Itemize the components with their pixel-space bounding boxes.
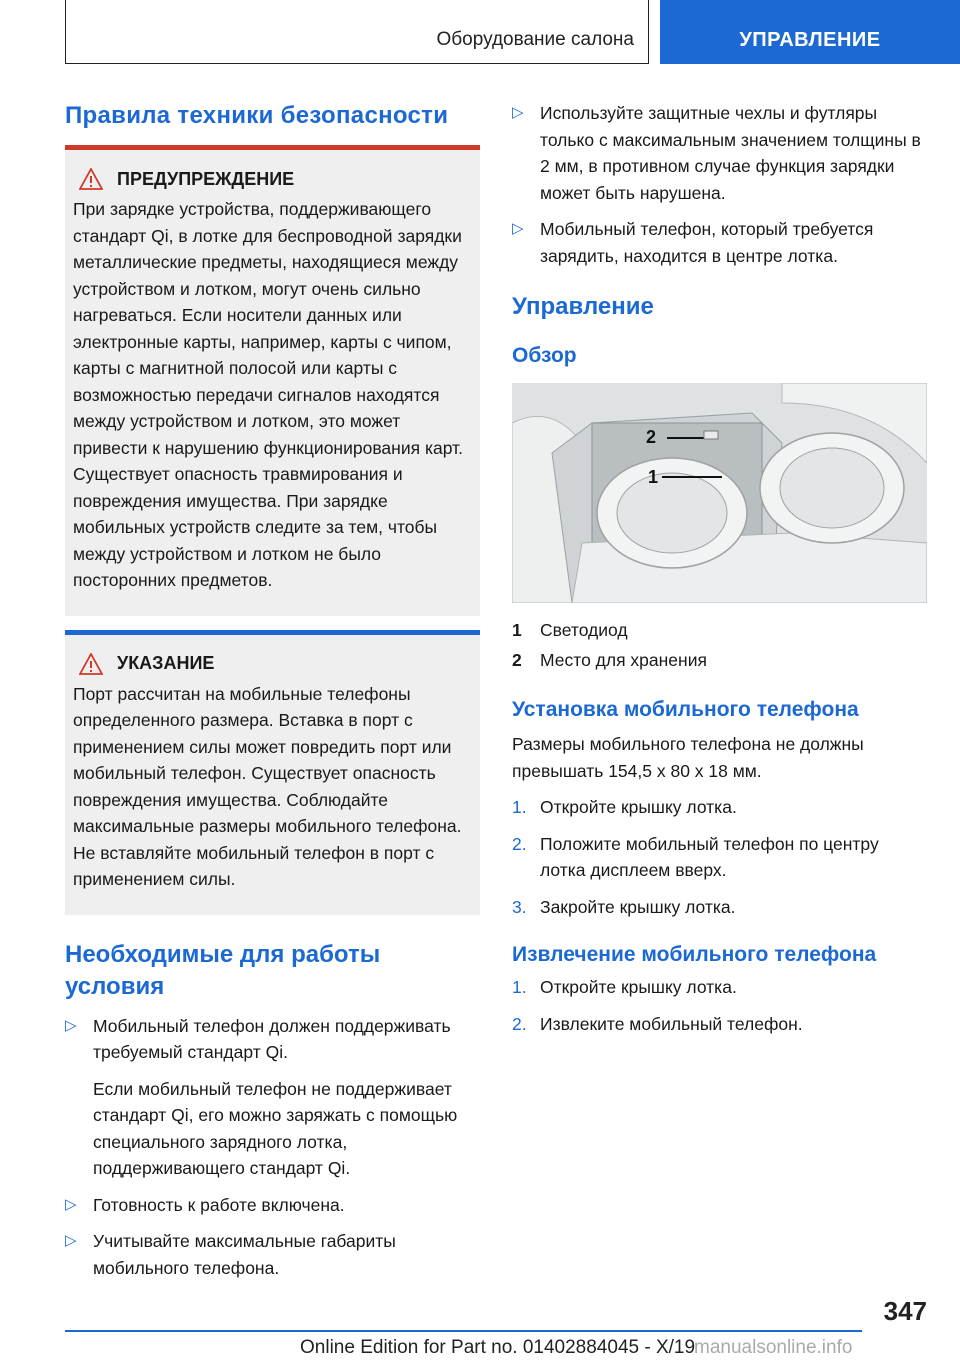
step-number: 2. — [512, 833, 527, 854]
step-number: 3. — [512, 896, 527, 917]
legend-text: Место для хранения — [540, 650, 707, 670]
footer-edition: Online Edition for Part no. 01402884045 - X/19 — [300, 1337, 696, 1358]
note-label: УКАЗАНИЕ — [117, 653, 215, 673]
note-box — [65, 635, 480, 915]
list-item — [512, 1011, 927, 1038]
list-item — [65, 1013, 480, 1066]
list-item-text: Готовность к работе включена. — [93, 1194, 345, 1215]
legend-text: Светодиод — [540, 620, 628, 640]
note-text: Порт рассчитан на мобильные телефоны определенного размера. Вставка в порт с применением силы может повредить порт или мобильный телефон. Существует опасность повреждения имущества. Соблюдайте максимальные размеры мобильного телефона. Не вставляйте мобильный телефон в порт с применением силы. — [73, 683, 462, 889]
list-item — [65, 1228, 480, 1281]
right-column — [512, 100, 927, 1037]
note-title — [73, 653, 466, 675]
step-text: Откройте крышку лотка. — [540, 797, 737, 817]
triangle-bullet-icon: ▷ — [512, 104, 524, 121]
footer-rule — [65, 1330, 862, 1332]
list-item-text: Используйте защитные чехлы и футляры только с максимальным значением толщины в 2 мм, в противном случае функция зарядки может быть нарушена. — [540, 103, 921, 203]
footer-watermark: manualsonline.info — [694, 1337, 853, 1358]
step-number: 2. — [512, 1013, 527, 1034]
list-item-text: Учитывайте максимальные габариты мобильного телефона. — [93, 1231, 396, 1278]
page-number: 347 — [883, 1296, 927, 1326]
legend-number: 2 — [512, 650, 522, 670]
callout-2: 2 — [646, 427, 657, 447]
install-heading: Установка мобильного телефона — [512, 698, 859, 721]
triangle-bullet-icon: ▷ — [65, 1016, 77, 1034]
list-item — [512, 831, 927, 884]
list-item — [65, 1192, 480, 1219]
triangle-bullet-icon: ▷ — [512, 220, 524, 237]
overview-heading: Обзор — [512, 344, 577, 367]
legend-item — [512, 645, 927, 675]
header-section-title — [65, 0, 649, 64]
warning-label: ПРЕДУПРЕЖДЕНИЕ — [117, 168, 295, 189]
list-item — [512, 216, 927, 269]
triangle-bullet-icon: ▷ — [65, 1195, 77, 1213]
header-chapter-tab[interactable] — [660, 0, 960, 64]
conditions-heading: Необходимые для работы условия — [65, 940, 381, 1000]
left-column — [65, 100, 480, 1281]
warning-text: При зарядке устройства, поддерживающего стандарт Qi, в лотке для беспроводной зарядки металлические предметы, находящиеся между устройством и лотком, могут очень сильно нагреваться. Если носители данных или электронные карты, например, карты с чипом, карты с магнитной полосой или карты с возможностью передачи сигналов находятся между устройством и лотком, это может привести к нарушению функционирования карт. Существует опасность травмирования и повреждения имущества. При зарядке мобильных устройств следите за тем, чтобы между устройством и лотком не было посторонних предметов. — [73, 199, 463, 590]
callout-1: 1 — [648, 467, 659, 487]
control-heading: Управление — [512, 293, 654, 320]
legend-number: 1 — [512, 620, 522, 640]
install-text: Размеры мобильного телефона не должны превышать 154,5 x 80 x 18 мм. — [512, 734, 864, 781]
step-text: Извлеките мобильный телефон. — [540, 1013, 803, 1034]
list-item — [512, 794, 927, 821]
warning-box — [65, 150, 480, 616]
conditions-subparagraph: Если мобильный телефон не поддерживает стандарт Qi, его можно заряжать с помощью специального зарядного лотка, поддерживающего стандарт Qi. — [93, 1078, 458, 1178]
triangle-bullet-icon: ▷ — [65, 1232, 77, 1249]
warning-triangle-icon — [79, 168, 103, 190]
chapter-title: УПРАВЛЕНИЕ — [739, 29, 881, 51]
list-item — [512, 100, 927, 206]
list-item-text: Мобильный телефон, который требуется зарядить, находится в центре лотка. — [540, 219, 874, 266]
section-title: Оборудование салона — [436, 29, 634, 50]
list-item — [512, 974, 927, 1001]
legend-item — [512, 615, 927, 645]
step-text: Закройте крышку лотка. — [540, 896, 736, 917]
list-item — [512, 894, 927, 921]
step-text: Откройте крышку лотка. — [540, 977, 737, 997]
list-item-text: Мобильный телефон должен поддерживать требуемый стандарт Qi. — [93, 1015, 451, 1062]
warning-title — [73, 168, 466, 190]
step-number: 1. — [512, 797, 527, 817]
note-triangle-icon — [79, 653, 103, 675]
wireless-charging-tray-illustration — [512, 383, 927, 603]
safety-heading: Правила техники безопасности — [65, 102, 449, 129]
tray-drawing — [512, 383, 927, 603]
step-number: 1. — [512, 977, 527, 997]
step-text: Положите мобильный телефон по центру лотка дисплеем вверх. — [540, 833, 879, 880]
remove-heading: Извлечение мобильного телефона — [512, 943, 877, 966]
